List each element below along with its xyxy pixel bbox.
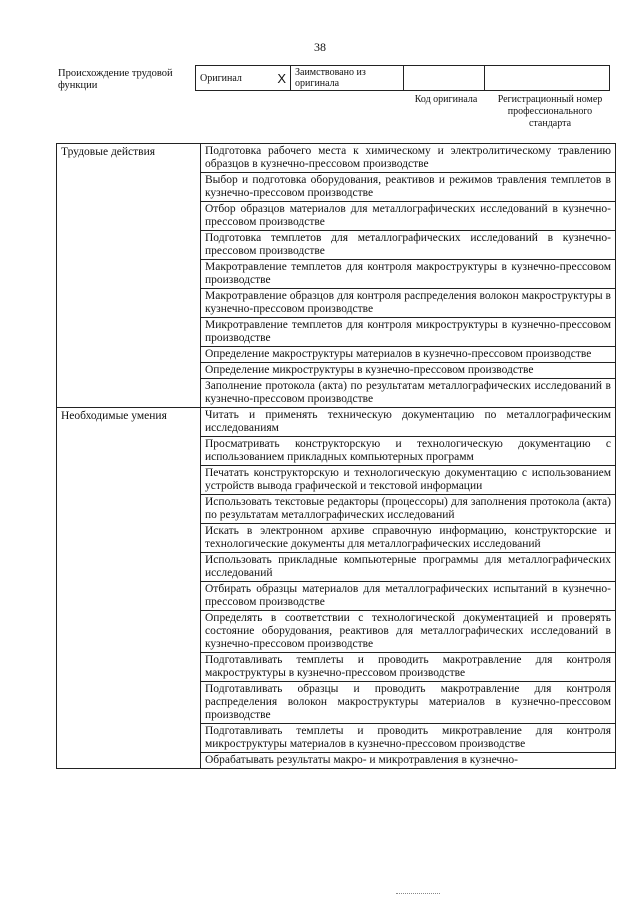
section-item: Макротравление темплетов для контроля макроструктуры в кузнечно-прессовом производстве xyxy=(201,260,616,289)
section-item: Подготовка темплетов для металлографических исследований в кузнечно-прессовом производстве xyxy=(201,231,616,260)
section-item: Использовать прикладные компьютерные программы для металлографических исследований xyxy=(201,553,616,582)
section-item: Определение макроструктуры материалов в кузнечно-прессовом производстве xyxy=(201,347,616,363)
function-table xyxy=(56,143,616,769)
origin-table xyxy=(195,65,610,91)
origin-code-cell xyxy=(404,66,485,91)
table-row xyxy=(57,144,616,173)
section-item: Определять в соответствии с технологической документацией и проверять состояние оборудования, реактивов для металлографических исследований в кузнечно-прессовом производстве xyxy=(201,611,616,653)
section-item: Использовать текстовые редакторы (процессоры) для заполнения протокола (акта) по результатам металлографических исследований xyxy=(201,495,616,524)
origin-borrowed-cell xyxy=(291,66,404,91)
section-item: Заполнение протокола (акта) по результатам металлографических исследований в кузнечно-прессовом производстве xyxy=(201,379,616,408)
section-title: Трудовые действия xyxy=(57,144,201,408)
section-item: Выбор и подготовка оборудования, реактивов и режимов травления темплетов в кузнечно-прессовом производстве xyxy=(201,173,616,202)
section-item: Искать в электронном архиве справочную информацию, конструкторские и технологические документы для металлографических исследований xyxy=(201,524,616,553)
code-caption: Код оригинала xyxy=(414,94,478,105)
reg-caption: Регистрационный номер профессионального стандарта xyxy=(497,94,603,129)
section-item: Подготовка рабочего места к химическому и электролитическому травлению образцов в кузнечно-прессовом производстве xyxy=(201,144,616,173)
section-item: Читать и применять техническую документацию по металлографическим исследованиям xyxy=(201,408,616,437)
origin-original-label: Оригинал xyxy=(200,72,242,84)
section-item: Отбирать образцы материалов для металлографических испытаний в кузнечно-прессовом производстве xyxy=(201,582,616,611)
section-item: Отбор образцов материалов для металлографических исследований в кузнечно-прессовом производстве xyxy=(201,202,616,231)
origin-label: Происхождение трудовой функции xyxy=(58,68,173,91)
origin-original-mark: X xyxy=(277,70,286,86)
origin-borrowed-label: Заимствовано из оригинала xyxy=(295,67,366,89)
scan-artifact xyxy=(396,893,440,896)
section-item: Просматривать конструкторскую и технологическую документацию с использованием прикладных компьютерных программ xyxy=(201,437,616,466)
section-item: Обрабатывать результаты макро- и микротравления в кузнечно- xyxy=(201,753,616,769)
section-item: Микротравление темплетов для контроля микроструктуры в кузнечно-прессовом производстве xyxy=(201,318,616,347)
section-item: Подготавливать темплеты и проводить микротравление для контроля микроструктуры материалов в кузнечно-прессовом производстве xyxy=(201,724,616,753)
section-item: Макротравление образцов для контроля распределения волокон макроструктуры в кузнечно-прессовом производстве xyxy=(201,289,616,318)
origin-reg-cell xyxy=(485,66,610,91)
section-item: Подготавливать образцы и проводить макротравление для контроля распределения волокон макроструктуры материалов в кузнечно-прессовом производстве xyxy=(201,682,616,724)
page-number: 38 xyxy=(314,40,326,54)
section-title: Необходимые умения xyxy=(57,408,201,769)
table-row xyxy=(57,408,616,437)
section-item: Печатать конструкторскую и технологическую документацию с использованием устройств вывода графической и текстовой информации xyxy=(201,466,616,495)
section-item: Подготавливать темплеты и проводить макротравление для контроля макроструктуры в кузнечно-прессовом производстве xyxy=(201,653,616,682)
section-item: Определение микроструктуры в кузнечно-прессовом производстве xyxy=(201,363,616,379)
origin-original-cell xyxy=(196,66,291,91)
